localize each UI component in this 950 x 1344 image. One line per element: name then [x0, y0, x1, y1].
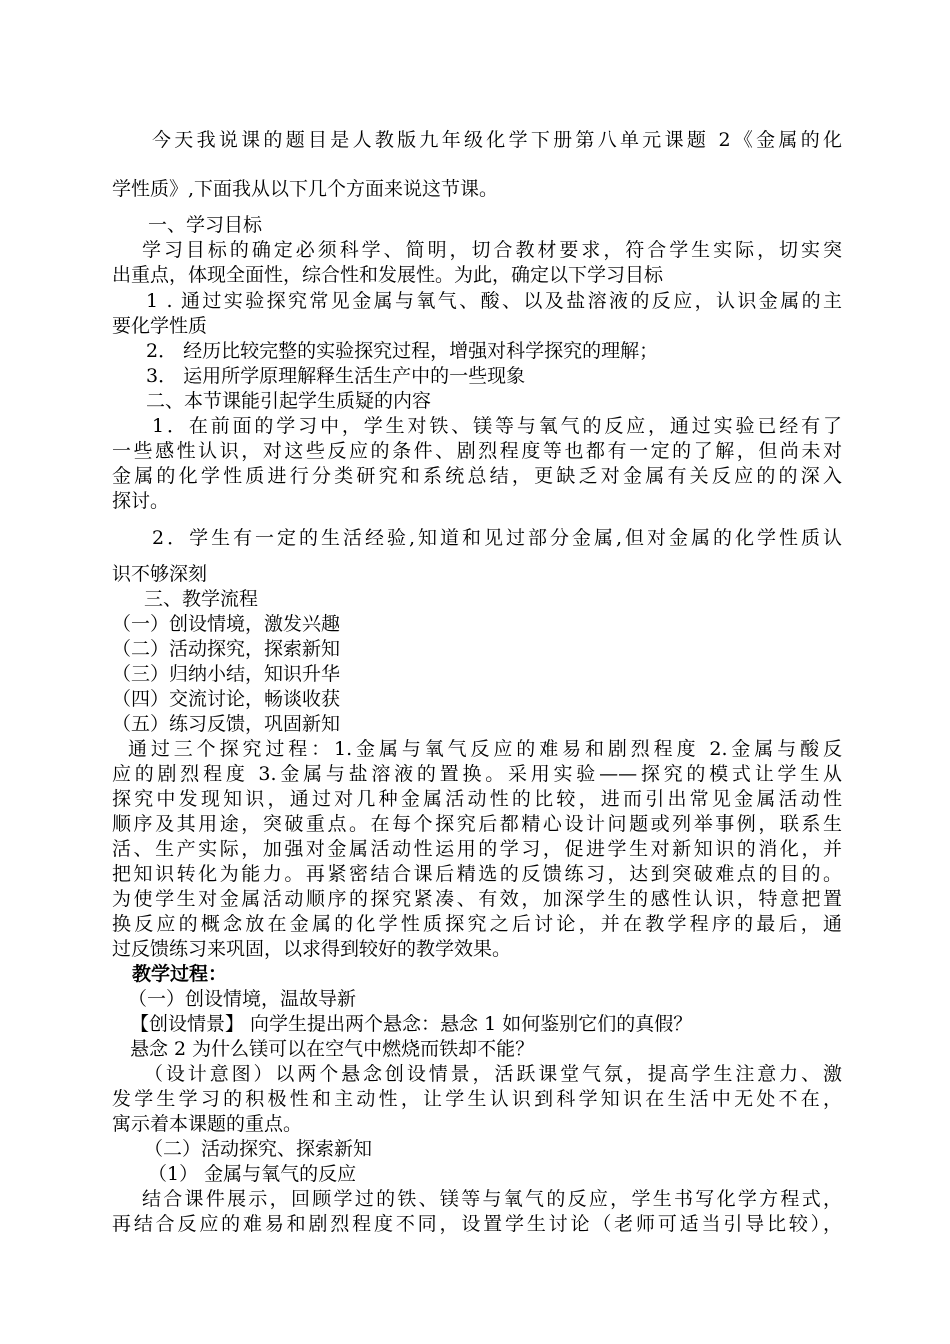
- text-line: 金属的化学性质进行分类研究和系统总结，更缺乏对金属有关反应的的深入: [112, 465, 842, 487]
- text-line: 三、教学流程: [144, 588, 259, 610]
- text-line: 探究中发现知识，通过对几种金属活动性的比较，进而引出常见金属活动性: [112, 788, 842, 810]
- text-line: （五）练习反馈，巩固新知: [112, 713, 341, 735]
- text-line: 要化学性质: [112, 315, 208, 337]
- text-line: 为使学生对金属活动顺序的探究紧凑、有效，加深学生的感性认识，特意把置: [112, 888, 842, 910]
- text-line: 一、学习目标: [148, 214, 263, 236]
- text-line: （一）创设情境，激发兴趣: [112, 613, 341, 635]
- text-line: 二、本节课能引起学生质疑的内容: [146, 390, 432, 412]
- text-line: 2．学生有一定的生活经验,知道和见过部分金属,但对金属的化学性质认: [152, 527, 842, 549]
- text-line: 学习目标的确定必须科学、简明，切合教材要求，符合学生实际，切实突: [142, 239, 842, 261]
- text-line: 换反应的概念放在金属的化学性质探究之后讨论，并在教学程序的最后，通: [112, 913, 842, 935]
- text-line: 悬念 2 为什么镁可以在空气中燃烧而铁却不能？: [130, 1038, 535, 1060]
- text-line: 应的剧烈程度 3.金属与盐溶液的置换。采用实验——探究的模式让学生从: [112, 763, 842, 785]
- text-line: 3． 运用所学原理解释生活生产中的一些现象: [146, 365, 526, 387]
- text-line: （三）归纳小结，知识升华: [112, 663, 341, 685]
- text-line: 把知识转化为能力。再紧密结合课后精选的反馈练习，达到突破难点的目的。: [112, 863, 842, 885]
- text-line: 结合课件展示，回顾学过的铁、镁等与氧气的反应，学生书写化学方程式，: [142, 1188, 842, 1210]
- text-line: 1．在前面的学习中，学生对铁、镁等与氧气的反应，通过实验已经有了: [152, 415, 842, 437]
- text-line: 2． 经历比较完整的实验探究过程，增强对科学探究的理解；: [146, 340, 659, 362]
- text-line: 活、生产实际，加强对金属活动性运用的学习，促进学生对新知识的消化，并: [112, 838, 842, 860]
- text-line: （四）交流讨论，畅谈收获: [112, 688, 341, 710]
- text-line: 探讨。: [112, 490, 170, 512]
- text-line: 通过三个探究过程：1.金属与氧气反应的难易和剧烈程度 2.金属与酸反: [128, 738, 842, 760]
- text-line: 再结合反应的难易和剧烈程度不同，设置学生讨论（老师可适当引导比较），: [112, 1213, 842, 1235]
- text-line: 寓示着本课题的重点。: [112, 1113, 303, 1135]
- text-line: （设计意图）以两个悬念创设情景，活跃课堂气氛，提高学生注意力、激: [144, 1063, 842, 1085]
- text-line: 出重点，体现全面性，综合性和发展性。为此，确定以下学习目标: [112, 264, 664, 286]
- text-line: 顺序及其用途，突破重点。在每个探究后都精心设计问题或列举事例，联系生: [112, 813, 842, 835]
- text-line: 发学生学习的积极性和主动性，让学生认识到科学知识在生活中无处不在，: [112, 1088, 842, 1110]
- text-line: 过反馈练习来巩固，以求得到较好的教学效果。: [112, 938, 512, 960]
- text-line: 一些感性认识，对这些反应的条件、剧烈程度等也都有一定的了解，但尚未对: [112, 440, 842, 462]
- text-line: 1 . 通过实验探究常见金属与氧气、酸、以及盐溶液的反应，认识金属的主: [146, 290, 842, 312]
- text-line: 学性质》,下面我从以下几个方面来说这节课。: [112, 178, 499, 200]
- text-line: 识不够深刻: [112, 563, 208, 585]
- text-line: （二）活动探究、探索新知: [144, 1138, 373, 1160]
- text-line: 教学过程：: [132, 963, 228, 985]
- text-line: （1） 金属与氧气的反应: [148, 1163, 357, 1185]
- text-line: （二）活动探究，探索新知: [112, 638, 341, 660]
- text-line: 今天我说课的题目是人教版九年级化学下册第八单元课题 2《金属的化: [152, 129, 842, 151]
- text-line: （一）创设情境，温故导新: [128, 988, 357, 1010]
- text-line: 【创设情景】 向学生提出两个悬念：悬念 1 如何鉴别它们的真假？: [130, 1013, 693, 1035]
